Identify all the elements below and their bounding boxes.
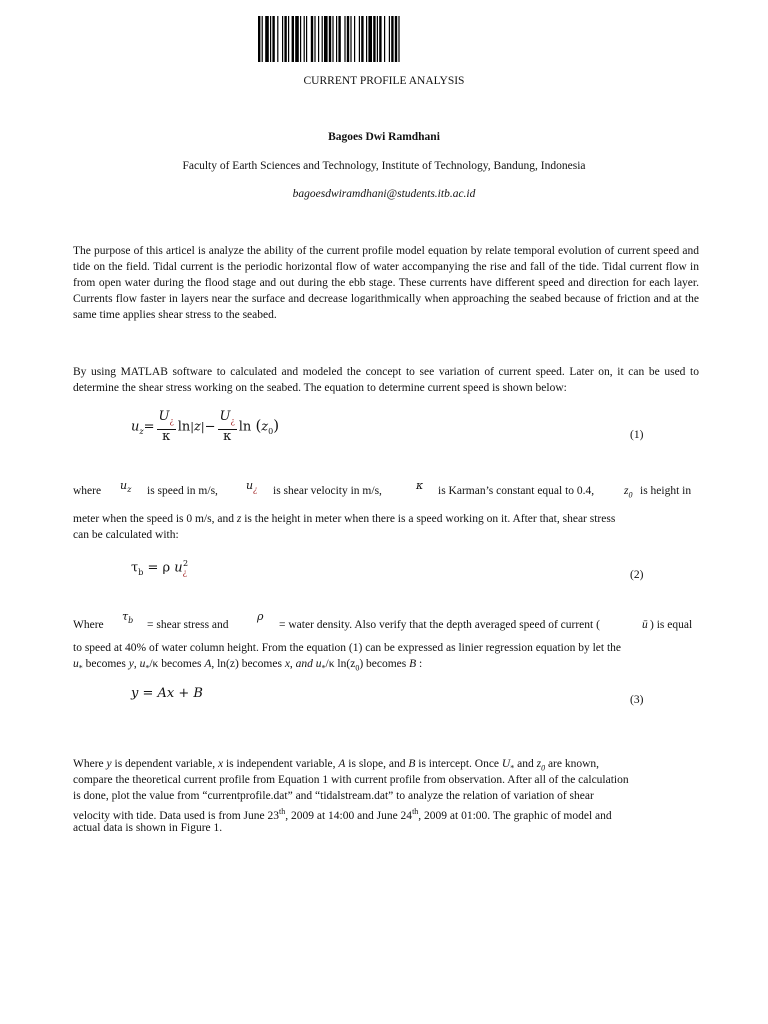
- equation-1-number: (1): [630, 429, 644, 441]
- affiliation: Faculty of Earth Sciences and Technology, Institute of Technology, Bandung, Indonesia: [182, 160, 586, 172]
- barcode-bar: [354, 16, 355, 62]
- where-t4: is height in: [640, 485, 692, 497]
- barcode-bar: [282, 16, 283, 62]
- barcode-bar: [311, 16, 313, 62]
- conclusion-line-2: compare the theoretical current profile from Equation 1 with current profile from observation. After all of the calculation: [73, 774, 629, 786]
- paper-title: CURRENT PROFILE ANALYSIS: [303, 75, 465, 87]
- author-email[interactable]: bagoesdwiramdhani@students.itb.ac.id: [292, 188, 476, 200]
- barcode-bar: [288, 16, 289, 62]
- barcode-bar: [265, 16, 269, 62]
- barcode-bar: [324, 16, 328, 62]
- barcode-bar: [322, 16, 323, 62]
- barcode-bar: [329, 16, 331, 62]
- equation-1: $u_z=$ $\frac{U_¿}{\kappa}$ ln|z|− $\frac{U_¿}{\kappa}$ $\ln (z_0)$: [131, 409, 280, 444]
- barcode-bar: [366, 16, 367, 62]
- symbol-uz: $u_z$: [120, 479, 132, 495]
- symbol-z0: $z_0$: [624, 485, 633, 500]
- barcode-bar: [379, 16, 381, 62]
- equation-3: y = Ax + B: [131, 686, 203, 701]
- barcode-bar: [284, 16, 286, 62]
- where2-t2: = water density. Also verify that the depth averaged speed of current (: [279, 619, 600, 631]
- barcode-bar: [359, 16, 360, 62]
- barcode-bar: [262, 16, 263, 62]
- where2-word: Where: [73, 619, 104, 631]
- barcode-bar: [306, 16, 307, 62]
- symbol-ubar: ū: [642, 619, 648, 631]
- where-t1: is speed in m/s,: [147, 485, 218, 497]
- barcode-bar: [314, 16, 315, 62]
- barcode-bar: [395, 16, 397, 62]
- barcode-bar: [361, 16, 363, 62]
- barcode-bar: [300, 16, 301, 62]
- where2-line-3: $u_*$ becomes y, $u_*/\kappa$ becomes A, ln(z) becomes x, and $u_*/\kappa$ $\ln(z_0)$ becomes B :: [73, 658, 423, 673]
- barcode-bar: [277, 16, 278, 62]
- barcode-bar: [389, 16, 390, 62]
- barcode-bar: [332, 16, 333, 62]
- equation-3-number: (3): [630, 694, 644, 706]
- barcode-bar: [384, 16, 385, 62]
- symbol-rho: ρ: [257, 610, 264, 623]
- where-line-2: meter when the speed is 0 m/s, and z is the height in meter when there is a speed working on it. After that, shear stress: [73, 513, 616, 525]
- conclusion-line-1: Where y is dependent variable, x is independent variable, A is slope, and B is intercept. Once $U_*$ and $z_0$ are known,: [73, 758, 600, 773]
- conclusion-line-4: velocity with tide. Data used is from June 23th, 2009 at 14:00 and June 24th, 2009 at 01:00. The graphic of model and: [73, 807, 612, 822]
- symbol-kappa: κ: [416, 479, 424, 492]
- intro-paragraph: By using MATLAB software to calculated and modeled the concept to see variation of current speed. Later on, it can be used to determine the shear stress working on the seabed. The equation to determine current speed is shown below:: [73, 366, 699, 394]
- where-t3: is Karman’s constant equal to 0.4,: [438, 485, 595, 497]
- barcode-bar: [391, 16, 393, 62]
- barcode-bar: [304, 16, 305, 62]
- where2-t3: ) is equal: [650, 619, 693, 631]
- barcode-bar: [270, 16, 271, 62]
- barcode-bar: [377, 16, 378, 62]
- symbol-u-star: $u_¿$: [246, 479, 258, 495]
- barcode-image: [256, 14, 504, 64]
- barcode-bar: [336, 16, 337, 62]
- barcode-bar: [350, 16, 351, 62]
- barcode-bar: [338, 16, 340, 62]
- symbol-tau-b: $\tau_b$: [122, 610, 134, 626]
- barcode-bar: [368, 16, 372, 62]
- where2-line-2: to speed at 40% of water column height. From the equation (1) can be expressed as linier regression equation by let the: [73, 642, 622, 654]
- where-t2: is shear velocity in m/s,: [273, 485, 382, 497]
- barcode-bar: [318, 16, 319, 62]
- where2-t1: = shear stress and: [147, 619, 229, 631]
- barcode-bar: [272, 16, 274, 62]
- equation-2-number: (2): [630, 569, 644, 581]
- conclusion-line-5: actual data is shown in Figure 1.: [73, 822, 223, 834]
- conclusion-line-3: is done, plot the value from “currentprofile.dat” and “tidalstream.dat” to analyze the relation of variation of shear: [73, 790, 594, 802]
- author-name: Bagoes Dwi Ramdhani: [328, 131, 440, 143]
- barcode-bar: [258, 16, 260, 62]
- barcode-bar: [398, 16, 399, 62]
- barcode-bar: [292, 16, 294, 62]
- where-line-3: can be calculated with:: [73, 529, 179, 541]
- where-word: where: [73, 485, 102, 497]
- barcode-bar: [344, 16, 345, 62]
- barcode-bar: [347, 16, 349, 62]
- barcode-bar: [295, 16, 299, 62]
- equation-2: $\tau_b = \rho$ $u_¿^2$: [131, 559, 189, 577]
- abstract-paragraph: The purpose of this articel is analyze the ability of the current profile model equation by relate temporal evolution of current speed and tide on the field. Tidal current is the periodic horizontal flow of water accompanying the rise and fall of the tide. Tidal current flow in from open water during the flood stage and out during the ebb stage. These currents have different speed and direction for each layer. Currents flow faster in layers near the surface and decrease logarithmically when approaching the seabed because of friction and at the same time applies shear stress to the seabed.: [73, 245, 699, 321]
- barcode-bar: [373, 16, 375, 62]
